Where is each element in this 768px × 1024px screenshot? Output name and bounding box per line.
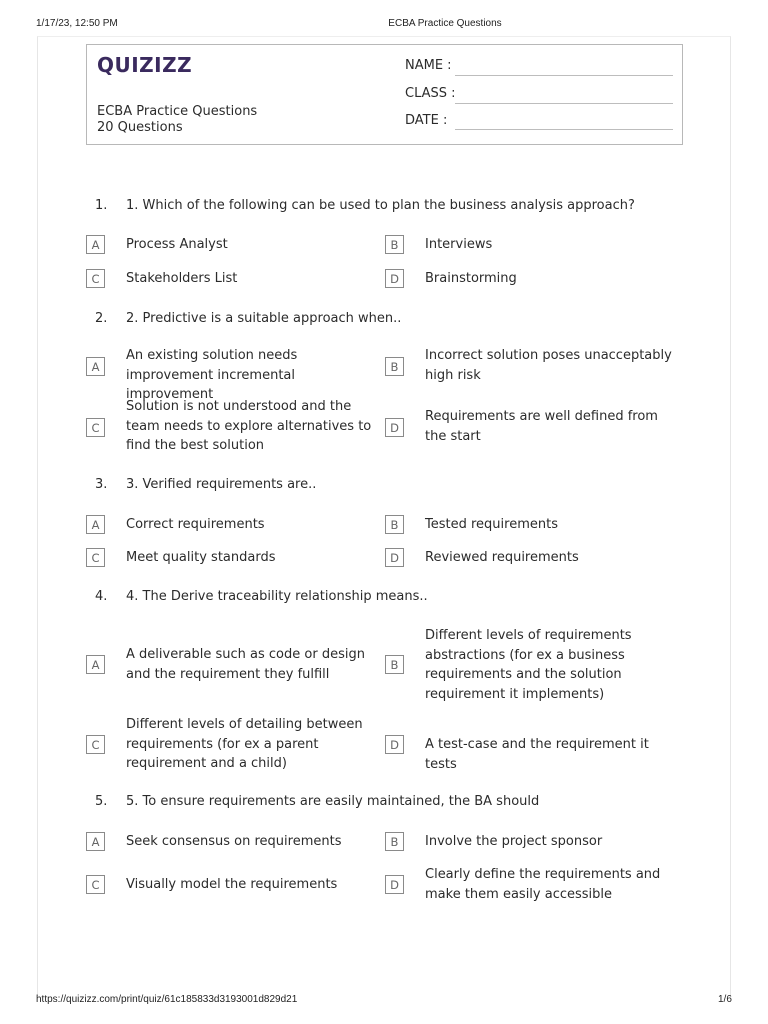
option-letter-box: A [86, 655, 105, 674]
question-text: 2. Predictive is a suitable approach when.. [126, 311, 402, 326]
option-letter-box: A [86, 235, 105, 254]
option-text: Visually model the requirements [126, 877, 338, 892]
option-letter-box: B [385, 357, 404, 376]
question-number: 5. [95, 794, 108, 809]
option-text: Stakeholders List [126, 271, 238, 286]
name-label: NAME : [405, 58, 452, 73]
option-text: Reviewed requirements [425, 550, 579, 565]
option-letter-box: B [385, 515, 404, 534]
option-text: Incorrect solution poses unacceptably high risk [425, 348, 672, 383]
option-letter-box: D [385, 735, 404, 754]
print-url: https://quizizz.com/print/quiz/61c185833d3193001d829d21 [36, 994, 298, 1005]
option-letter-box: C [86, 735, 105, 754]
question-number: 3. [95, 477, 108, 492]
quiz-title: ECBA Practice Questions [97, 104, 258, 119]
option-letter-box: D [385, 269, 404, 288]
question-number: 1. [95, 198, 108, 213]
option-text: Different levels of requirements abstractions (for ex a business requirements and the solution requirement it implements) [425, 628, 632, 702]
option-letter-box: B [385, 832, 404, 851]
class-label: CLASS : [405, 86, 456, 101]
question-number: 2. [95, 311, 108, 326]
option-letter-box: A [86, 832, 105, 851]
option-letter-box: C [86, 875, 105, 894]
option-letter-box: A [86, 515, 105, 534]
print-date: 1/17/23, 12:50 PM [36, 18, 118, 29]
question-number: 4. [95, 589, 108, 604]
question-count: 20 Questions [97, 120, 183, 135]
quiz-header-box [86, 44, 683, 145]
question-text: 1. Which of the following can be used to plan the business analysis approach? [126, 198, 635, 213]
option-letter-box: C [86, 418, 105, 437]
option-text: Involve the project sponsor [425, 834, 603, 849]
question-text: 5. To ensure requirements are easily maintained, the BA should [126, 794, 540, 809]
option-text: A deliverable such as code or design and the requirement they fulfill [126, 647, 365, 682]
option-letter-box: D [385, 875, 404, 894]
option-text: Requirements are well defined from the start [425, 409, 658, 444]
option-text: Different levels of detailing between requirements (for ex a parent requirement and a child) [126, 717, 363, 771]
option-text: Process Analyst [126, 237, 228, 252]
option-letter-box: D [385, 548, 404, 567]
option-text: Clearly define the requirements and make them easily accessible [425, 867, 661, 902]
date-field-line [455, 129, 673, 130]
option-text: An existing solution needs improvement incremental improvement [126, 348, 298, 402]
option-text: Seek consensus on requirements [126, 834, 342, 849]
print-header [0, 18, 768, 30]
print-title: ECBA Practice Questions [388, 18, 502, 29]
question-text: 3. Verified requirements are.. [126, 477, 317, 492]
question-text: 4. The Derive traceability relationship means.. [126, 589, 428, 604]
name-field-line [455, 75, 673, 76]
class-field-line [455, 103, 673, 104]
option-text: Solution is not understood and the team needs to explore alternatives to find the best solution [126, 399, 372, 453]
option-text: Meet quality standards [126, 550, 276, 565]
option-text: A test-case and the requirement it tests [425, 737, 649, 772]
option-text: Tested requirements [425, 517, 558, 532]
option-text: Correct requirements [126, 517, 265, 532]
page-number: 1/6 [718, 994, 732, 1005]
option-letter-box: B [385, 655, 404, 674]
option-letter-box: A [86, 357, 105, 376]
option-letter-box: B [385, 235, 404, 254]
quizizz-logo: QUIZIZZ [97, 53, 193, 77]
date-label: DATE : [405, 113, 448, 128]
option-letter-box: D [385, 418, 404, 437]
option-letter-box: C [86, 548, 105, 567]
option-text: Brainstorming [425, 271, 517, 286]
option-text: Interviews [425, 237, 493, 252]
option-letter-box: C [86, 269, 105, 288]
